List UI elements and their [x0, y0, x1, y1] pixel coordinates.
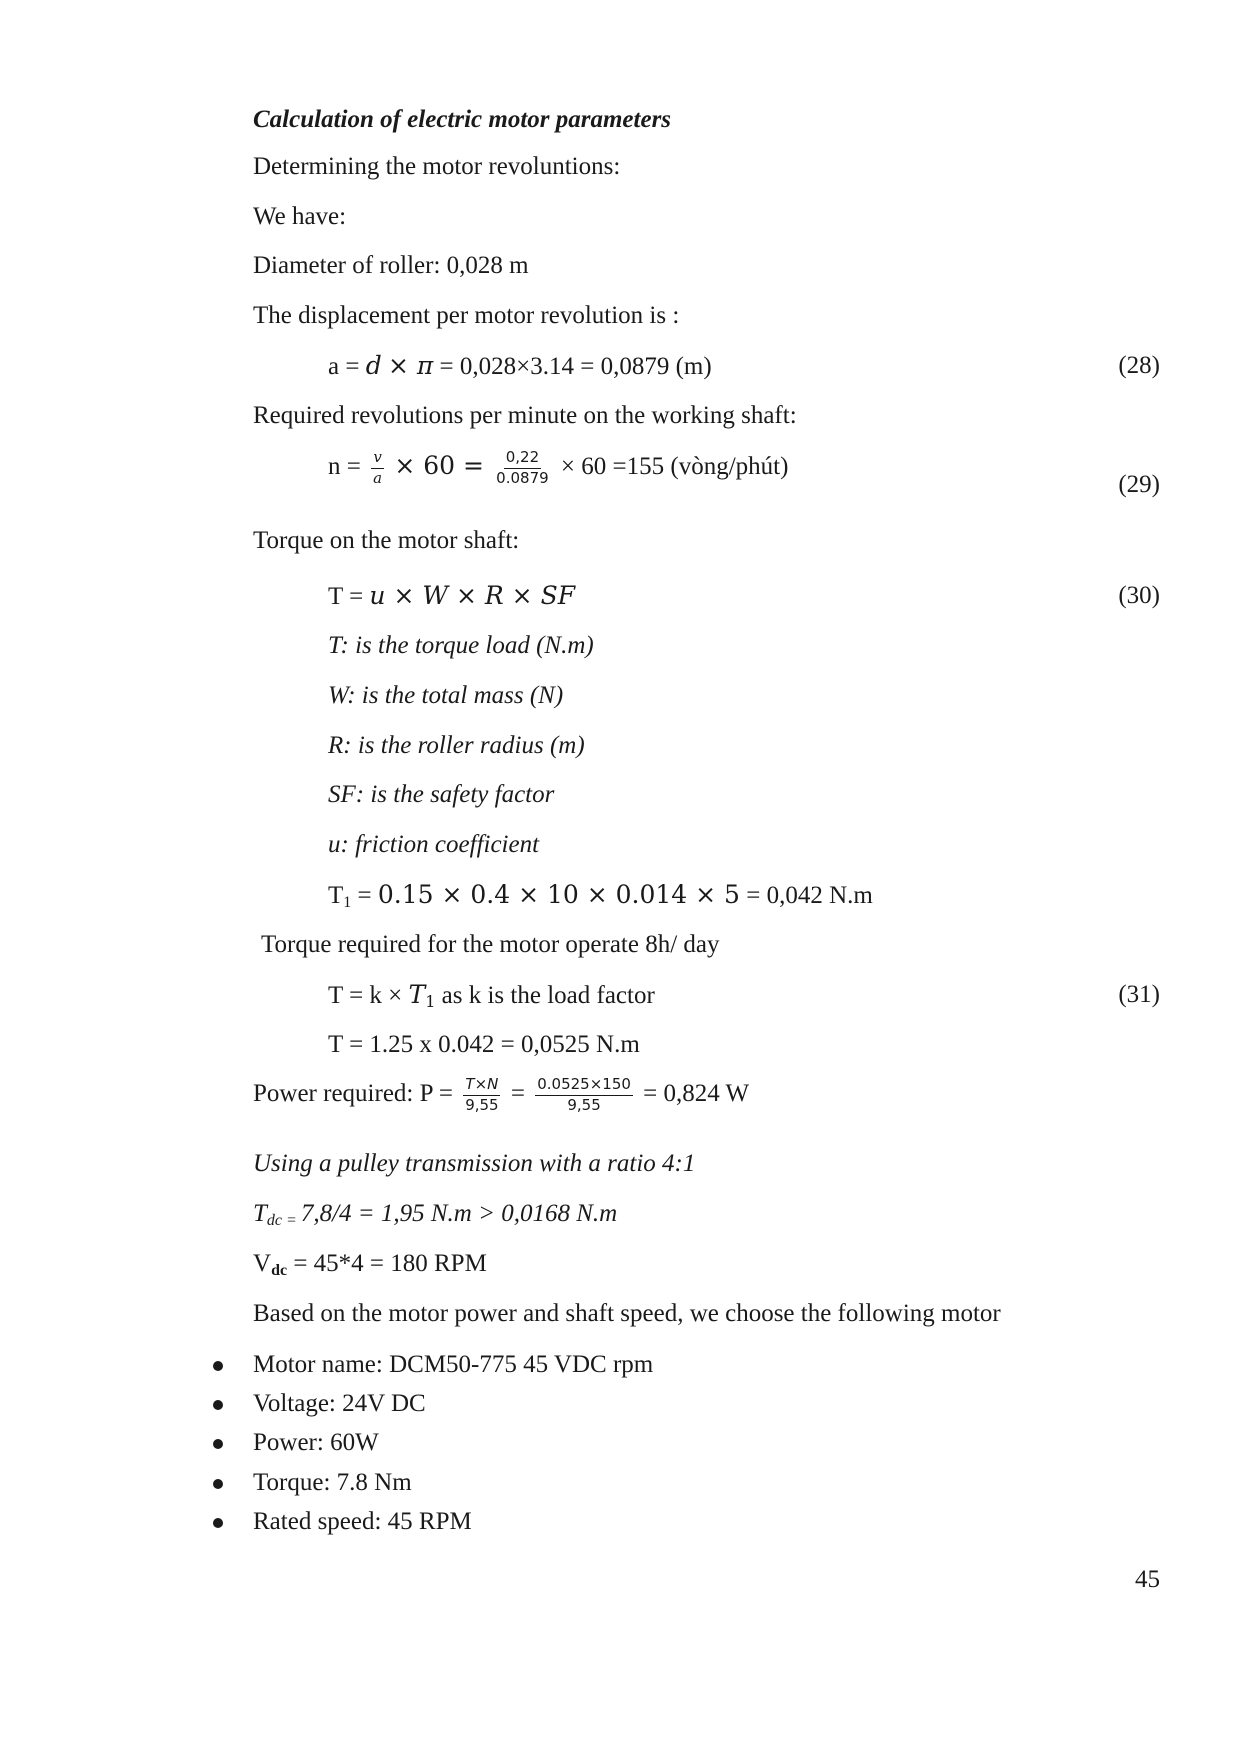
- power-frac1-num: T×N: [463, 1077, 500, 1096]
- eq28-lhs: a =: [328, 353, 366, 380]
- vdc-calculation: [253, 1251, 487, 1279]
- eq28-d: d: [365, 351, 382, 380]
- eq29-frac1-den: a: [373, 468, 383, 487]
- definition-safety-factor: SF: is the safety factor: [328, 781, 555, 808]
- list-item-voltage: Voltage: 24V DC: [253, 1390, 426, 1417]
- power-rhs: = 0,824 W: [643, 1079, 750, 1107]
- tdc-t: T: [253, 1200, 267, 1227]
- eq29-fraction-v-over-a: [371, 450, 384, 487]
- page-number: 45: [1135, 1566, 1160, 1593]
- eq29-fraction-values: [494, 450, 551, 487]
- list-item-torque: Torque: 7.8 Nm: [253, 1469, 412, 1496]
- eq30-lhs: T =: [328, 583, 370, 610]
- power-frac1-den: 9,55: [465, 1095, 499, 1114]
- list-item-rated-speed: Rated speed: 45 RPM: [253, 1508, 472, 1535]
- list-item-motor-name: Motor name: DCM50-775 45 VDC rpm: [253, 1351, 654, 1378]
- paragraph-diameter: Diameter of roller: 0,028 m: [253, 252, 529, 279]
- equation-number-31: (31): [1118, 981, 1160, 1008]
- section-heading: Calculation of electric motor parameters: [253, 106, 672, 133]
- t1-calculation: [328, 882, 873, 911]
- eq31-t: T: [408, 980, 426, 1009]
- paragraph-pulley: Using a pulley transmission with a ratio 4:1: [253, 1150, 696, 1177]
- eq29-frac1-num: v: [371, 450, 383, 469]
- paragraph-based-on: Based on the motor power and shaft speed, we choose the following motor: [253, 1300, 1001, 1327]
- list-item-power: Power: 60W: [253, 1429, 379, 1456]
- equation-29: [328, 450, 788, 487]
- eq29-mid: × 60 =: [394, 451, 484, 480]
- t1-eq: =: [351, 882, 378, 909]
- bullet-icon: [213, 1361, 223, 1371]
- t1-formula: 0.15 × 0.4 × 10 × 0.014 × 5: [377, 880, 740, 909]
- power-frac2-den: 9,55: [567, 1095, 601, 1114]
- eq28-rhs: = 0,028×3.14 = 0,0879 (m): [433, 353, 712, 380]
- equation-number-29: (29): [1118, 471, 1160, 498]
- bullet-icon: [213, 1439, 223, 1449]
- power-frac2-num: 0.0525×150: [535, 1077, 633, 1096]
- power-eq: =: [510, 1079, 525, 1107]
- eq31-t-sub: 1: [425, 992, 436, 1011]
- eq30-formula: u × W × R × SF: [369, 581, 576, 610]
- vdc-sub: dc: [271, 1262, 288, 1279]
- t1-rhs: = 0,042 N.m: [739, 882, 873, 909]
- bullet-icon: [213, 1400, 223, 1410]
- tdc-rhs: 7,8/4 = 1,95 N.m > 0,0168 N.m: [300, 1200, 618, 1227]
- vdc-v: V: [253, 1250, 272, 1277]
- bullet-icon: [213, 1518, 223, 1528]
- vdc-rhs: = 45*4 = 180 RPM: [287, 1250, 487, 1277]
- paragraph-determine: Determining the motor revoluntions:: [253, 153, 621, 180]
- power-label: Power required: P =: [253, 1079, 453, 1107]
- tdc-sub: dc =: [266, 1212, 301, 1229]
- equation-30: [328, 583, 575, 609]
- paragraph-we-have: We have:: [253, 203, 347, 230]
- eq31-rhs: as k is the load factor: [435, 982, 655, 1009]
- power-fraction-values: [535, 1077, 633, 1114]
- definition-radius: R: is the roller radius (m): [328, 732, 585, 759]
- equation-31: [328, 982, 655, 1010]
- t1-lhs: T: [328, 882, 344, 909]
- equation-number-28: (28): [1118, 352, 1160, 379]
- power-fraction-symbolic: [463, 1077, 500, 1114]
- eq29-rhs: × 60 =155 (vòng/phút): [560, 453, 789, 480]
- bullet-icon: [213, 1479, 223, 1489]
- eq29-lhs: n =: [328, 453, 361, 480]
- tdc-calculation: [253, 1201, 617, 1229]
- power-required: [253, 1077, 749, 1114]
- definition-mass: W: is the total mass (N): [328, 682, 564, 709]
- t-calculation: T = 1.25 x 0.042 = 0,0525 N.m: [328, 1031, 640, 1058]
- eq29-frac2-num: 0,22: [504, 450, 541, 469]
- paragraph-displacement: The displacement per motor revolution is :: [253, 302, 680, 329]
- t1-sub: 1: [343, 894, 352, 911]
- eq28-times-pi: × π: [387, 351, 434, 380]
- eq31-lhs: T = k ×: [328, 982, 409, 1009]
- definition-torque: T: is the torque load (N.m): [328, 632, 594, 659]
- equation-28: [328, 353, 712, 379]
- paragraph-required-revolutions: Required revolutions per minute on the working shaft:: [253, 402, 797, 429]
- equation-number-30: (30): [1118, 582, 1160, 609]
- definition-friction: u: friction coefficient: [328, 831, 540, 858]
- paragraph-torque-required: Torque required for the motor operate 8h/ day: [261, 931, 720, 958]
- paragraph-torque-shaft: Torque on the motor shaft:: [253, 527, 520, 554]
- eq29-frac2-den: 0.0879: [496, 468, 549, 487]
